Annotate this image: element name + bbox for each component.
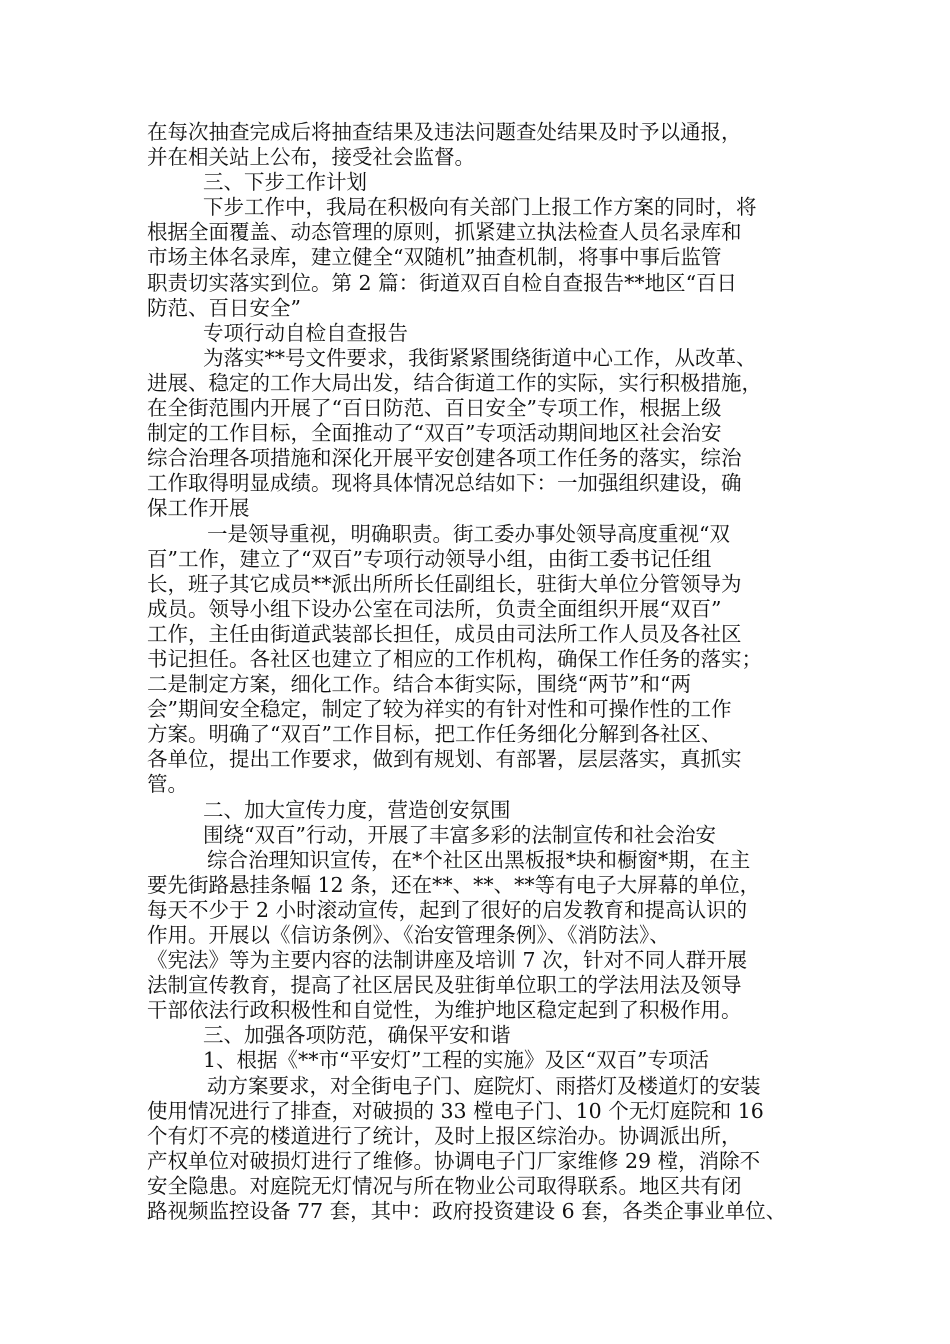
text-line: 一是领导重视，明确职责。街工委办事处领导高度重视“双 (207, 521, 730, 546)
text-line: 安全隐患。对庭院无灯情况与所在物业公司取得联系。地区共有闭 (147, 1173, 742, 1198)
text-line: 要先街路悬挂条幅 12 条，还在**、**、**等有电子大屏幕的单位， (147, 872, 761, 897)
document-body (147, 120, 827, 1224)
text-line: 综合治理知识宣传，在*个社区出黑板报*块和橱窗*期，在主 (207, 847, 751, 872)
text-line: 专项行动自检自查报告 (203, 320, 408, 345)
text-line: 围绕“双百”行动，开展了丰富多彩的法制宣传和社会治安 (203, 822, 716, 847)
text-line: 进展、稳定的工作大局出发，结合街道工作的实际，实行积极措施， (147, 370, 762, 395)
text-line: 路视频监控设备 77 套，其中：政府投资建设 6 套，各类企事业单位、 (147, 1199, 787, 1224)
text-line: 会”期间安全稳定，制定了较为祥实的有针对性和可操作性的工作 (147, 697, 732, 722)
text-line: 成员。领导小组下设办公室在司法所，负责全面组织开展“双百” (147, 596, 722, 621)
text-line: 防范、百日安全” (147, 295, 301, 320)
text-line: 长，班子其它成员**派出所所长任副组长，驻街大单位分管领导为 (147, 571, 742, 596)
text-line: 二、加大宣传力度，营造创安氛围 (203, 797, 511, 822)
text-line: 1、根据《**市“平安灯”工程的实施》及区“双百”专项活 (203, 1048, 709, 1073)
text-line: 并在相关站上公布，接受社会监督。 (147, 145, 475, 170)
text-line: 工作取得明显成绩。现将具体情况总结如下：一加强组织建设，确 (147, 471, 742, 496)
text-line: 下步工作中，我局在积极向有关部门上报工作方案的同时，将 (203, 195, 757, 220)
text-line: 《宪法》等为主要内容的法制讲座及培训 7 次，针对不同人群开展 (147, 948, 748, 973)
text-line: 法制宣传教育，提高了社区居民及驻街单位职工的学法用法及领导 (147, 973, 742, 998)
text-line: 制定的工作目标，全面推动了“双百”专项活动期间地区社会治安 (147, 421, 722, 446)
text-line: 使用情况进行了排查，对破损的 33 樘电子门、10 个无灯庭院和 16 (147, 1098, 764, 1123)
text-line: 每天不少于 2 小时滚动宣传，起到了很好的启发教育和提高认识的 (147, 897, 748, 922)
text-line: 工作，主任由街道武装部长担任，成员由司法所工作人员及各社区 (147, 621, 742, 646)
text-line: 在每次抽查完成后将抽查结果及违法问题查处结果及时予以通报， (147, 120, 742, 144)
text-line: 三、下步工作计划 (203, 170, 367, 195)
text-line: 干部依法行政积极性和自觉性，为维护地区稳定起到了积极作用。 (147, 998, 742, 1023)
text-line: 作用。开展以《信访条例》、《治安管理条例》、《消防法》、 (147, 923, 670, 947)
text-line: 百”工作，建立了“双百”专项行动领导小组，由街工委书记任组 (147, 546, 712, 571)
text-line: 管。 (147, 772, 188, 797)
text-line: 根据全面覆盖、动态管理的原则，抓紧建立执法检查人员名录库和 (147, 220, 742, 245)
text-line: 三、加强各项防范，确保平安和谐 (203, 1023, 511, 1048)
text-line: 为落实**号文件要求，我街紧紧围绕街道中心工作，从改革、 (203, 345, 757, 370)
text-line: 产权单位对破损灯进行了维修。协调电子门厂家维修 29 樘，消除不 (147, 1148, 761, 1173)
text-line: 个有灯不亮的楼道进行了统计，及时上报区综治办。协调派出所， (147, 1123, 742, 1148)
text-line: 在全街范围内开展了“百日防范、百日安全”专项工作，根据上级 (147, 396, 722, 421)
text-line: 保工作开展 (147, 496, 250, 521)
text-line: 方案。明确了“双百”工作目标，把工作任务细化分解到各社区、 (147, 722, 722, 747)
text-line: 职责切实落实到位。第 2 篇：街道双百自检自查报告**地区“百日 (147, 270, 738, 295)
text-line: 综合治理各项措施和深化开展平安创建各项工作任务的落实，综治 (147, 446, 742, 471)
text-line: 市场主体名录库，建立健全“双随机”抽查机制，将事中事后监管 (147, 245, 722, 270)
text-line: 二是制定方案，细化工作。结合本街实际，围绕“两节”和“两 (147, 672, 691, 697)
text-line: 各单位，提出工作要求，做到有规划、有部署，层层落实，真抓实 (147, 747, 742, 772)
text-line: 动方案要求，对全街电子门、庭院灯、雨搭灯及楼道灯的安装 (207, 1073, 761, 1098)
text-line: 书记担任。各社区也建立了相应的工作机构，确保工作任务的落实； (147, 646, 762, 671)
